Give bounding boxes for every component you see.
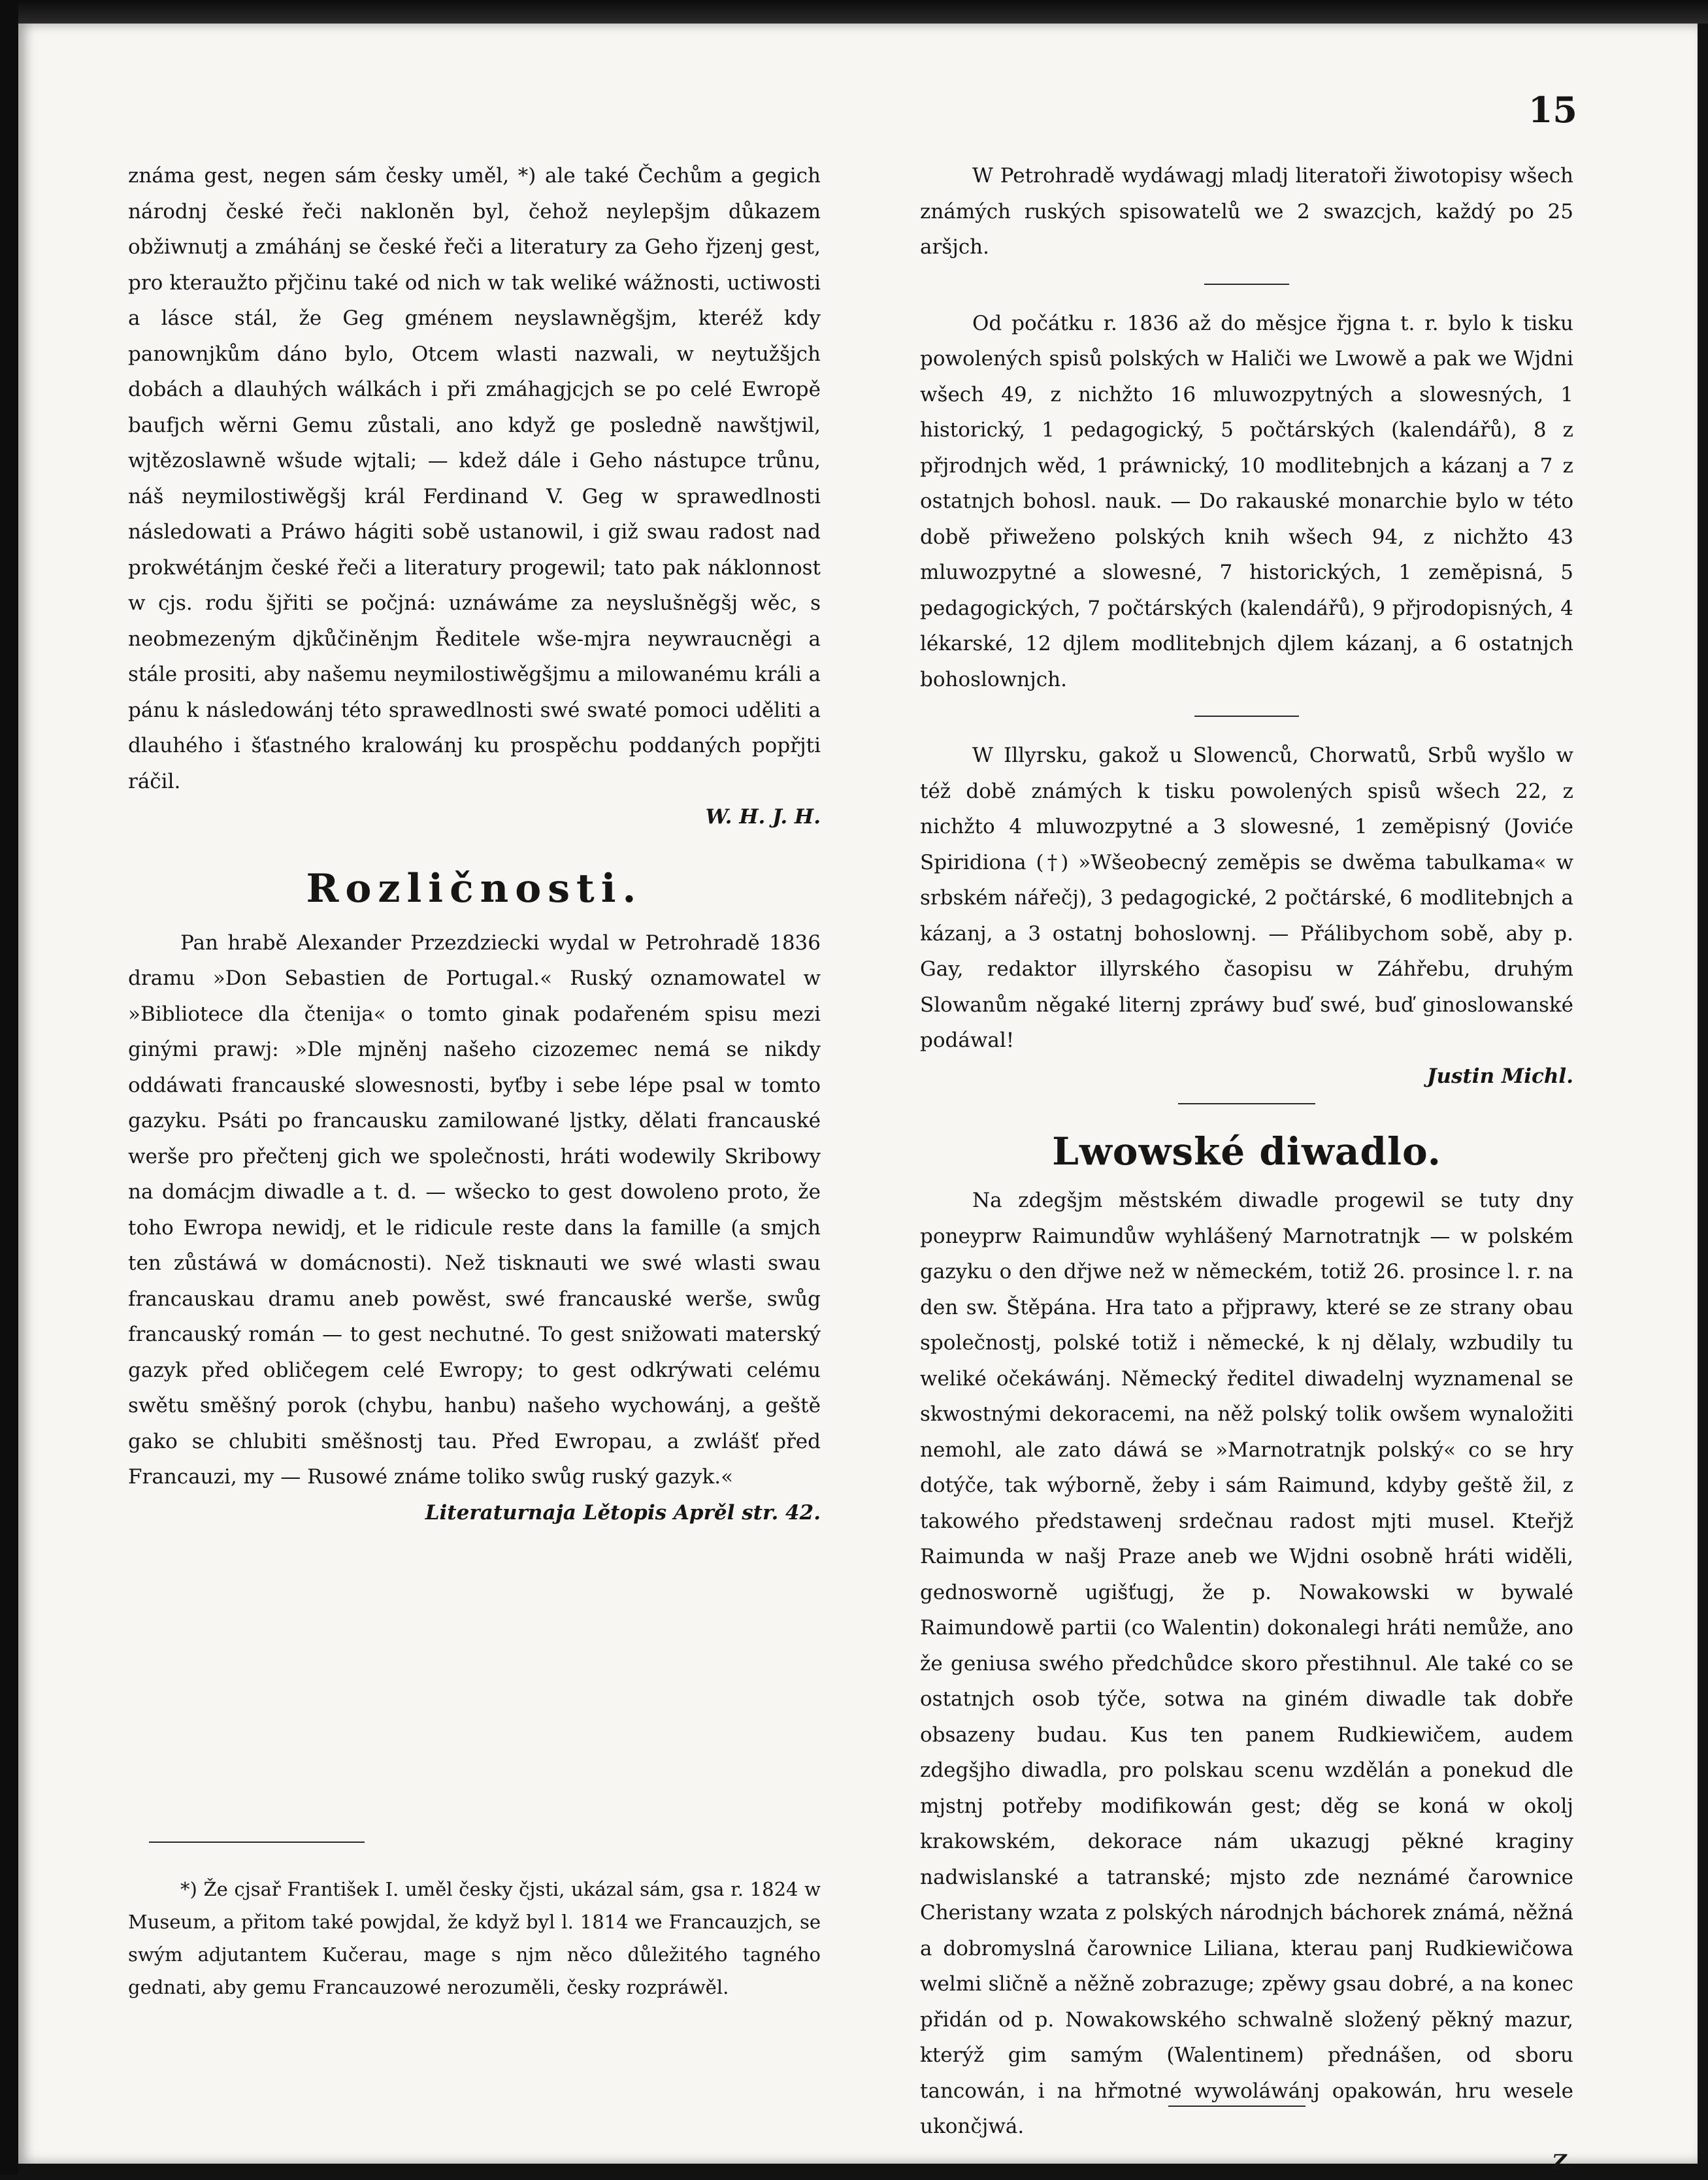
illyria-signature: Justin Michl. <box>920 1059 1573 1095</box>
footnote <box>128 1873 821 2004</box>
section-title-lwowske-diwadlo: Lwowské diwadlo. <box>920 1127 1573 1176</box>
section-title-rozlicnosti: Rozličnosti. <box>128 864 821 914</box>
left-column <box>128 158 821 1530</box>
scan-edge-left <box>0 0 18 2175</box>
footnote-text: *) Že cjsař František I. uměl česky čjsti, ukázal sám, gsa r. 1824 w Museum, a přitom také powjdal, že když byl l. 1814 we Francauzjch, se swým adjutantem Kučerau, mage s njm něco důležitého tagného gednati, aby gemu Francauzowé nerozuměli, česky rozpráwěl. <box>128 1873 821 2004</box>
illyria-paragraph: W Illyrsku, gakož u Slowenců, Chorwatů, Srbů wyšlo w též době známých k tisku powolených spisů wšech 22, z nichžto 4 mluwozpytné a 3 slowesné, 1 zeměpisný (Joviće Spiridiona (†) »Wšeobecný zeměpis se dwěma tabulkama« w srbském nářečj), 3 pedagogické, 2 počtárské, 6 modlitebnjch a kázanj, a 3 ostatnj bohoslownj. — Přálibychom sobě, aby p. Gay, redaktor illyrského časopisu w Záhřebu, druhým Slowanům něgaké liternj zpráwy buď swé, buď ginoslowanské podáwal! <box>920 738 1573 1059</box>
end-divider <box>1168 2106 1306 2107</box>
divider-1 <box>1204 284 1289 285</box>
diwadlo-signature: Z. <box>920 2145 1573 2180</box>
divider-2 <box>1194 716 1299 717</box>
petrohrad-paragraph: W Petrohradě wydáwagj mladj literatoři žiwotopisy wšech známých ruských spisowatelů we 2 swazcjch, každý po 25 aršjch. <box>920 158 1573 265</box>
rozlicnosti-paragraph: Pan hrabě Alexander Przezdziecki wydal w Petrohradě 1836 dramu »Don Sebastien de Portugal.« Ruský oznamowatel w »Bibliotece dla čtenija« o tomto ginak podařeném spisu mezi ginými prawj: »Dle mjněnj našeho cizozemec nemá se nikdy oddáwati francauské slowesnosti, byťby i sebe lépe psal w tomto gazyku. Psáti po francausku zamilowané ljstky, dělati francauské werše pro přečtenj gich we společnosti, hráti wodewily Skribowy na domácjm diwadle a t. d. — wšecko to gest dowoleno proto, že toho Ewropa newidj, et le ridicule reste dans la famille (a smjch ten zůstáwá w domácnosti). Než tisknauti we swé wlasti swau francauskau dramu aneb powěst, swé francauské werše, swůg francauský román — to gest nechutné. To gest snižowati materský gazyk před obličegem celé Ewropy; to gest odkrýwati celému swětu směšný porok (chybu, hanbu) našeho wychowánj, a geště gako se chlubiti směšnostj tau. Před Ewropau, a zwlášť před Francauzi, my — Rusowé známe toliko swůg ruský gazyk.« <box>128 925 821 1495</box>
halic-paragraph: Od počátku r. 1836 až do měsjce řjgna t. r. bylo k tisku powolených spisů polských w Haliči we Lwowě a pak we Wjdni wšech 49, z nichžto 16 mluwozpytných a slowesných, 1 historický, 1 pedagogický, 5 počtárských (kalendářů), 8 z přjrodnjch wěd, 1 práwnický, 10 modlitebnjch a kázanj a 7 z ostatnjch bohosl. nauk. — Do rakauské monarchie bylo w této době přiweženo polských knih wšech 94, z nichžto 43 mluwozpytné a slowesné, 7 historických, 1 zeměpisná, 5 pedagogických, 7 počtárských (kalendářů), 9 přjrodopisných, 4 lékarské, 12 djlem modlitebnjch djlem kázanj, a 6 ostatnjch bohoslownjch. <box>920 306 1573 698</box>
right-column <box>920 158 1573 2180</box>
divider-3 <box>1178 1103 1315 1104</box>
scan-edge-top <box>0 0 1708 24</box>
intro-paragraph: známa gest, negen sám česky uměl, *) ale také Čechům a gegich národnj české řeči nakloněn byl, čehož neylepšjm důkazem obžiwnutj a zmáhánj se české řeči a literatury za Geho řjzenj gest, pro kteraužto přjčinu také od nich w tak weliké wážnosti, uctiwosti a lásce stál, že Geg gménem neyslawněgšjm, kteréž kdy panownjkům dáno bylo, Otcem wlasti nazwali, w neytužšjch dobách a dlauhých wálkách i při zmáhagjcjch se po celé Ewropě baufjch wěrni Gemu zůstali, ano když ge posledně nawštjwil, wjtězoslawně wšude wjtali; — kdež dále i Geho nástupce trůnu, náš neymilostiwěgšj král Ferdinand V. Geg w sprawedlnosti následowati a Práwo hágiti sobě ustanowil, i giž swau radost nad prokwétánjm české řeči a literatury progewil; tato pak náklonnost w cjs. rodu šjřiti se počjná: uznáwáme za neyslušněgšj wěc, s neobmezeným djkůčiněnjm Ředitele wše-mjra neywraucněgi a stále prositi, aby našemu neymilostiwěgšjmu a milowanému králi a pánu k následowánj této sprawedlnosti swé swaté pomoci uděliti a dlauhého i šťastného kralowánj ku prospěchu poddaných popřjti ráčil. <box>128 158 821 799</box>
rozlicnosti-source: Literaturnaja Lětopis Aprěl str. 42. <box>128 1495 821 1531</box>
page-number: 15 <box>1528 89 1577 131</box>
document-page <box>18 24 1698 2164</box>
intro-signature: W. H. J. H. <box>128 799 821 835</box>
diwadlo-paragraph: Na zdegšjm městském diwadle progewil se tuty dny poneyprw Raimundůw wyhlášený Marnotratnjk — w polském gazyku o den dřjwe než w německém, totiž 26. prosince l. r. na den sw. Štěpána. Hra tato a přjprawy, které se ze strany obau společnostj, polské totiž i německé, k nj dělaly, wzbudily tu weliké očekáwánj. Německý ředitel diwadelnj wyznamenal se skwostnými dekoracemi, na něž polský tolik owšem wynaložiti nemohl, ale zato dáwá se »Marnotratnjk polský« co se hry dotýče, tak wýborně, žeby i sám Raimund, kdyby geště žil, z takowého předstawenj srdečnau radost mjti musel. Kteřjž Raimunda w našj Praze aneb we Wjdni osobně hráti widěli, gednosworně ugišťugj, že p. Nowakowski w bywalé Raimundowě partii (co Walentin) dokonalegi hráti nemůže, ano že geniusa swého předchůdce skoro přestihnul. Ale také co se ostatnjch osob týče, sotwa na giném diwadle tak dobře obsazeny budau. Kus ten panem Rudkiewičem, audem zdegšjho diwadla, pro polskau scenu wzdělán a ponekud dle mjstnj potřeby modifikowán gest; děg se koná w okolj krakowském, dekorace nám ukazugj pěkné kraginy nadwislanské a tatranské; mjsto zde neznámé čarownice Cheristany wzata z polských národnjch báchorek známá, něžná a dobromyslná čarownice Liliana, kterau panj Rudkiewičowa welmi sličně a něžně zobrazuge; zpěwy gsau dobré, a na konec přidán od p. Nowakowského schwalně složený pěkný mazur, kterýž gim samým (Walentinem) přednášen, od sboru tancowán, i na hřmotné wywoláwánj opakowán, hru wesele ukončjwá. <box>920 1183 1573 2145</box>
footnote-divider <box>149 1841 365 1843</box>
